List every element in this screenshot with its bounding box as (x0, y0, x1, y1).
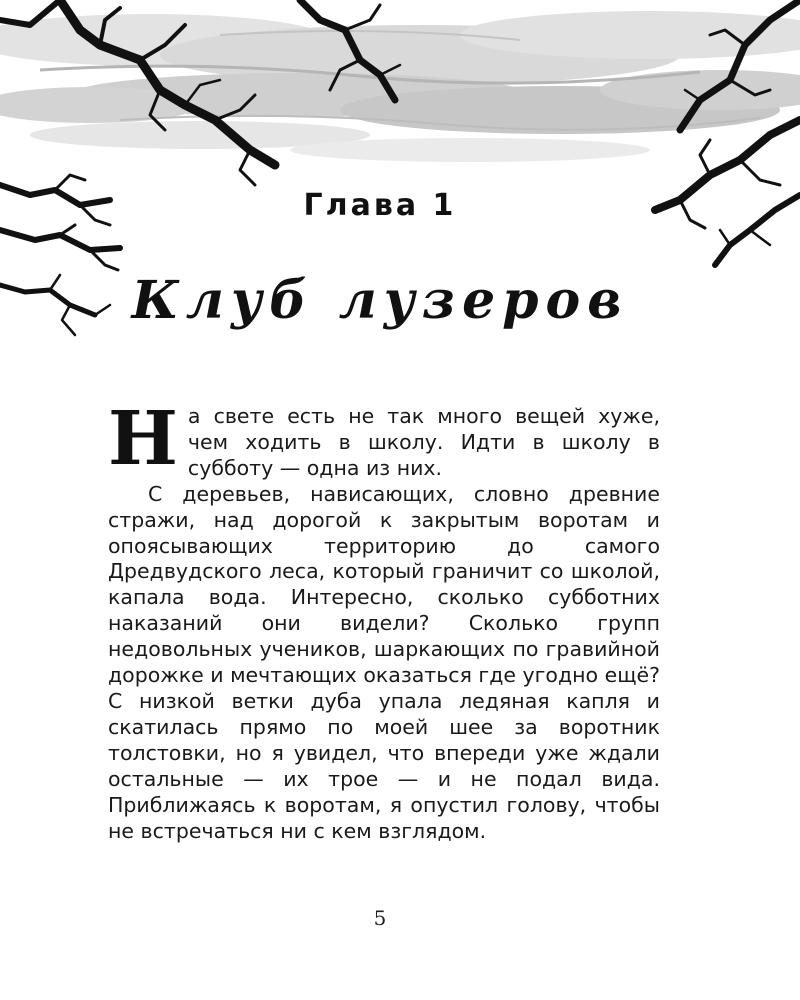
first-paragraph-text: а свете есть не так много вещей хуже, чем ходить в школу. Идти в школу в субботу — одна из них. (187, 404, 660, 480)
chapter-label: Глава 1 (303, 188, 457, 223)
second-paragraph: С деревьев, нависающих, словно древние стражи, над дорогой к закрытым воротам и опоясывающих территорию до самого Дредвудского леса, который граничит со школой, капала вода. Интересно, сколько субботних наказаний они видели? Сколько групп недовольных учеников, шаркающих по гравийной дорожке и мечтающих оказаться где угодно ещё? С низкой ветки дуба упала ледяная капля и скатилась прямо по моей шее за воротник толстовки, но я увидел, что впереди уже ждали остальные — их трое — и не подал вида. Приближаясь к воротам, я опустил голову, чтобы не встречаться ни с кем взглядом. (108, 481, 660, 843)
first-paragraph (108, 396, 660, 482)
chapter-title: Клуб лузеров (131, 270, 629, 331)
cloud-sky (0, 11, 800, 162)
drop-cap: Н (108, 396, 178, 482)
page-number: 5 (373, 906, 387, 930)
chapter-body (108, 396, 660, 844)
